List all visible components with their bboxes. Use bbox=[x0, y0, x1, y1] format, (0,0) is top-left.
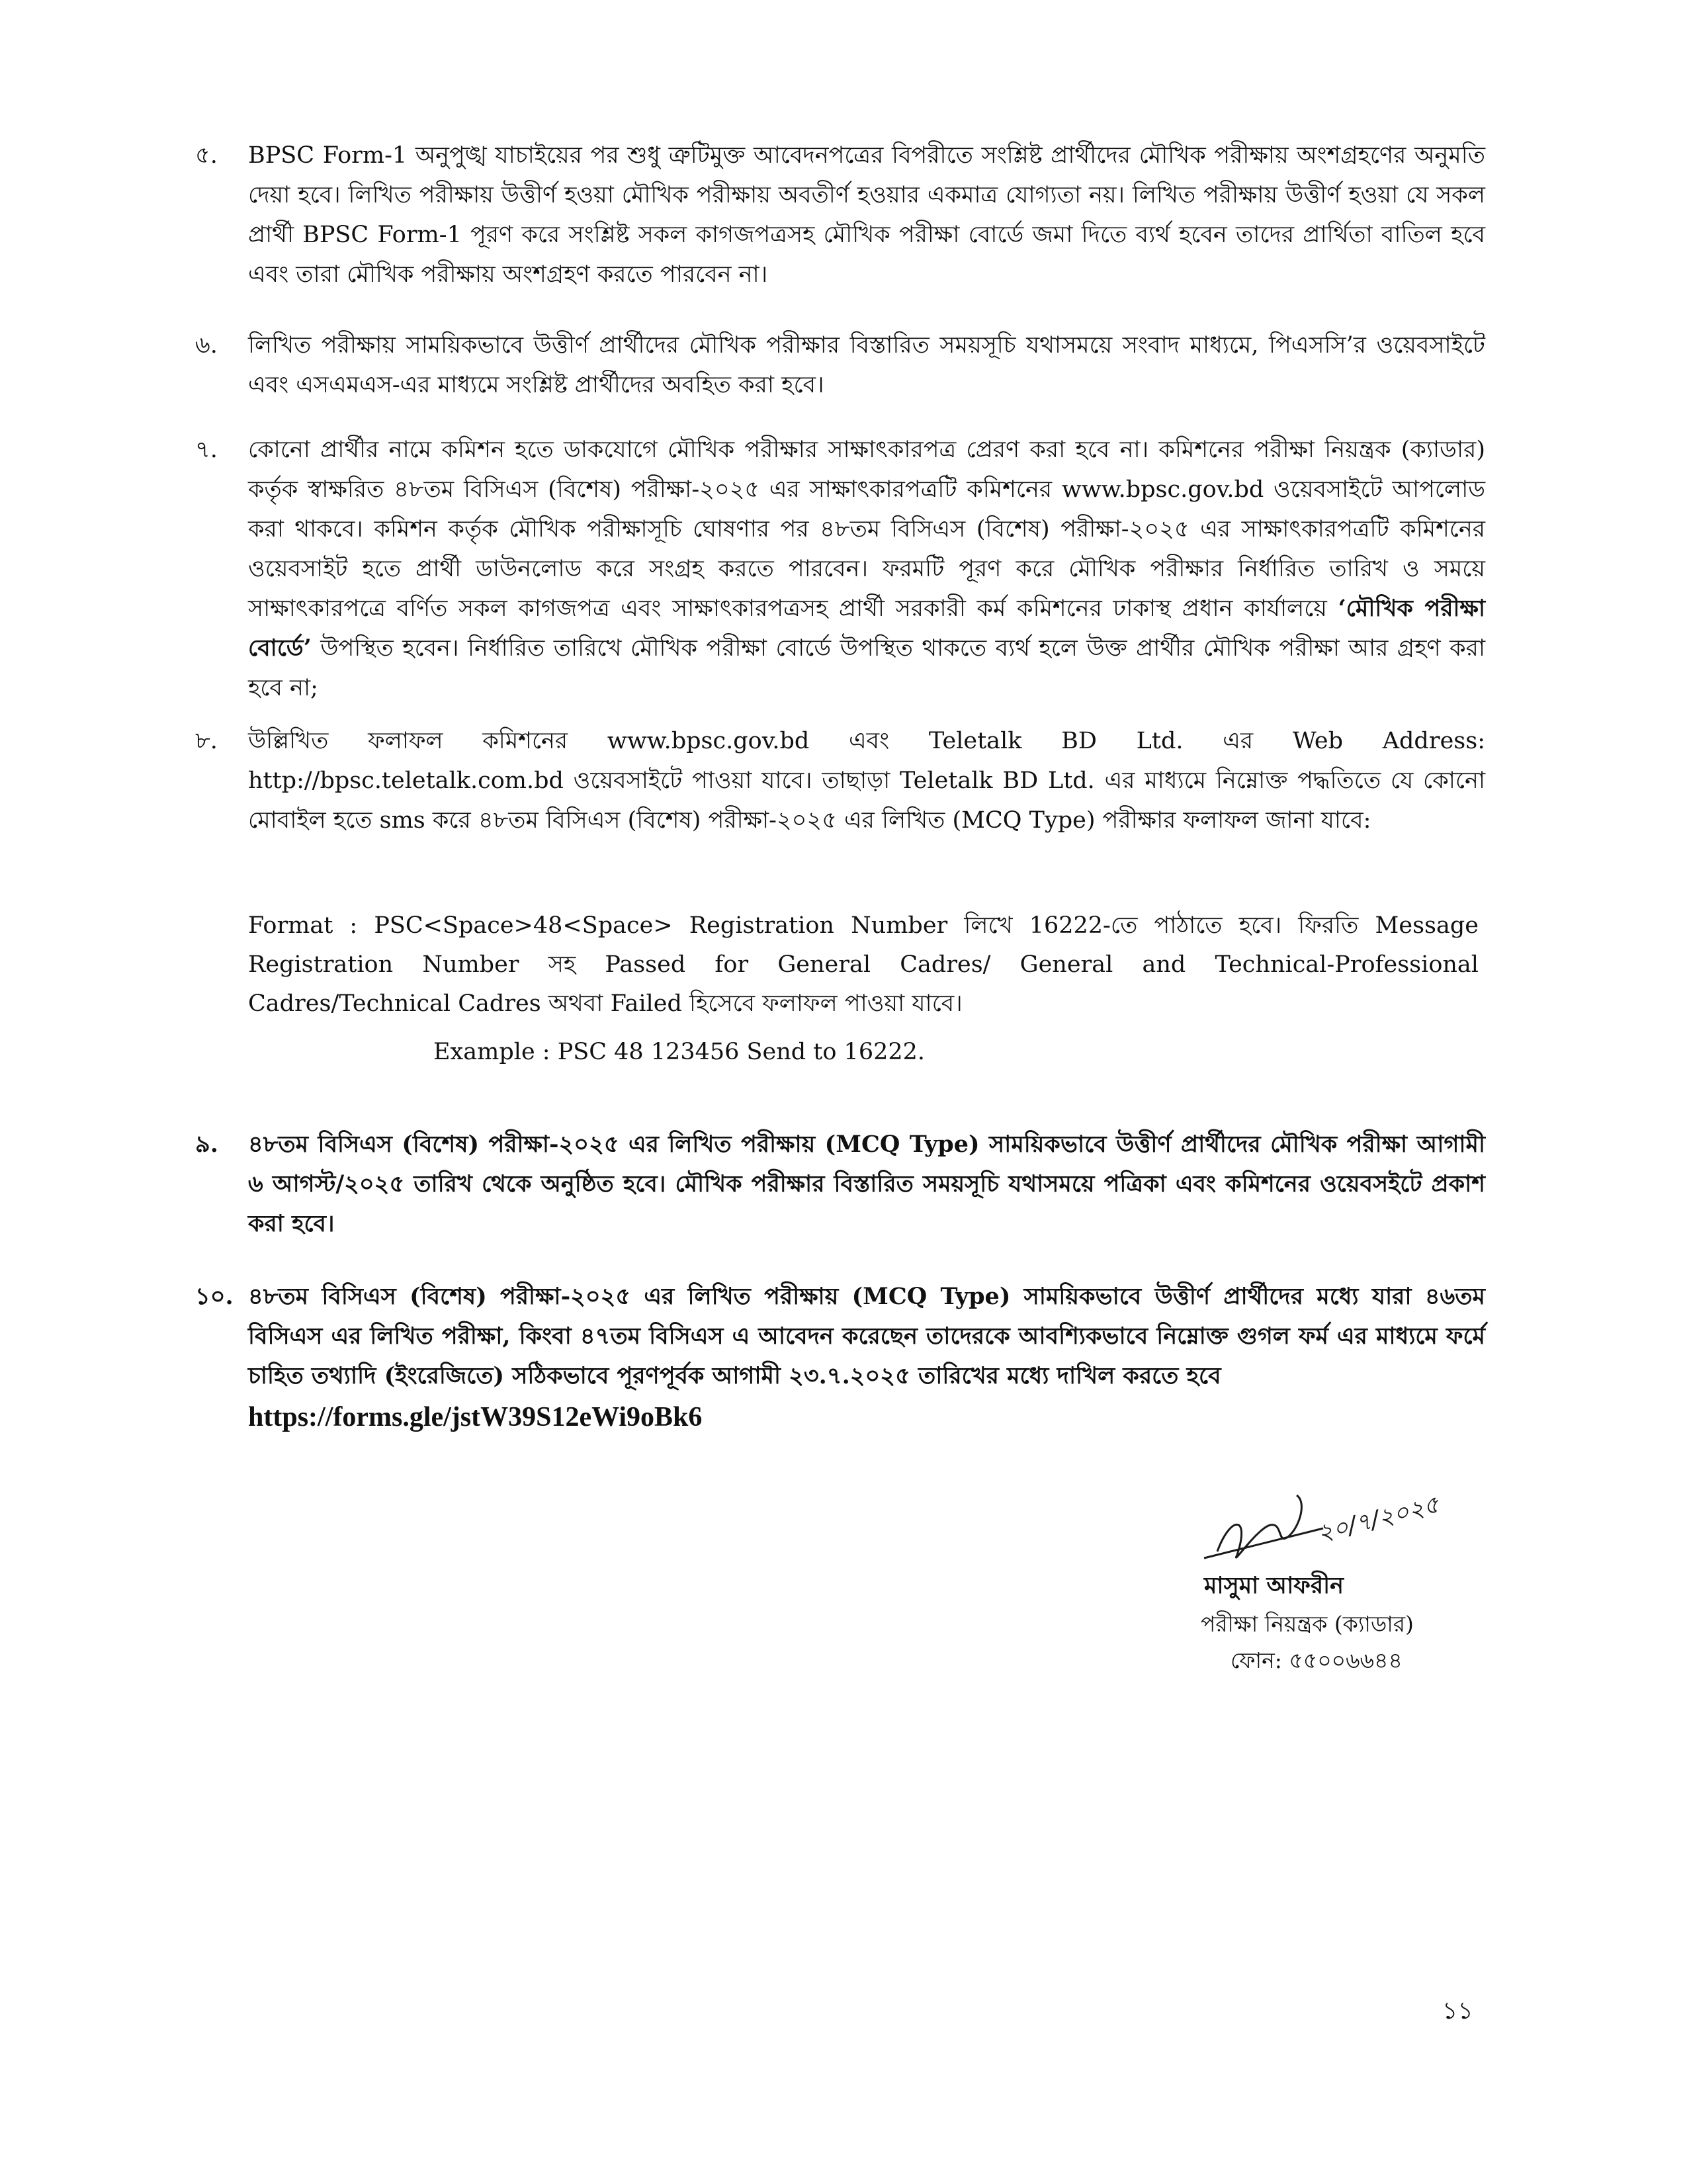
item-number: ৭. bbox=[195, 437, 218, 463]
page-number: ১১ bbox=[1442, 1997, 1473, 2025]
item-text bbox=[248, 430, 1485, 708]
item-text-block bbox=[248, 1277, 1485, 1438]
item-8 bbox=[195, 721, 1485, 840]
item-10 bbox=[195, 1277, 1485, 1438]
item-text: ৪৮তম বিসিএস (বিশেষ) পরীক্ষা-২০২৫ এর লিখিত পরীক্ষায় (MCQ Type) সাময়িকভাবে উত্তীর্ণ প্রার্থীদের মধ্যে যারা ৪৬তম বিসিএস এর লিখিত পরীক্ষা, কিংবা ৪৭তম বিসিএস এ আবেদন করেছেন তাদেরকে আবশ্যিকভাবে নিম্নোক্ত গুগল ফর্ম এর মাধ্যমে ফর্মে চাহিত তথ্যাদি (ইংরেজিতে) সঠিকভাবে পূরণপূর্বক আগামী ২৩.৭.২০২৫ তারিখের মধ্যে দাখিল করতে হবে bbox=[248, 1283, 1485, 1389]
item-number: ১০. bbox=[195, 1283, 234, 1310]
item-9 bbox=[195, 1125, 1485, 1244]
handwritten-signature bbox=[1191, 1489, 1469, 1575]
item-number: ৯. bbox=[195, 1131, 218, 1158]
signatory-title: পরীক্ষা নিয়ন্ত্রক (ক্যাডার) bbox=[1201, 1611, 1414, 1637]
bold-phrase: ‘মৌখিক পরীক্ষা বোর্ডে’ bbox=[248, 595, 1486, 662]
item-number: ৮. bbox=[195, 728, 218, 754]
item-text: BPSC Form-1 অনুপুঙ্খ যাচাইয়ের পর শুধু ত্রুটিমুক্ত আবেদনপত্রের বিপরীতে সংশ্লিষ্ট প্রার্থীদের মৌখিক পরীক্ষায় অংশগ্রহণের অনুমতি দেয়া হবে। লিখিত পরীক্ষায় উত্তীর্ণ হওয়া মৌখিক পরীক্ষায় অবতীর্ণ হওয়ার একমাত্র যোগ্যতা নয়। লিখিত পরীক্ষায় উত্তীর্ণ হওয়া যে সকল প্রার্থী BPSC Form-1 পূরণ করে সংশ্লিষ্ট সকল কাগজপত্রসহ মৌখিক পরীক্ষা বোর্ডে জমা দিতে ব্যর্থ হবেন তাদের প্রার্থিতা বাতিল হবে এবং তারা মৌখিক পরীক্ষায় অংশগ্রহণ করতে পারবেন না। bbox=[248, 142, 1485, 288]
sms-example-text: Example : PSC 48 123456 Send to 16222. bbox=[433, 1039, 926, 1065]
sms-format-text: Format : PSC<Space>48<Space> Registration Number লিখে 16222-তে পাঠাতে হবে। ফিরতি Message Registration Number সহ Passed for General Cadres/ General and Technical-Professional Cadres/Technical Cadres অথবা Failed হিসেবে ফলাফল পাওয়া যাবে। bbox=[248, 912, 1479, 1017]
item-text: ৪৮তম বিসিএস (বিশেষ) পরীক্ষা-২০২৫ এর লিখিত পরীক্ষায় (MCQ Type) সাময়িকভাবে উত্তীর্ণ প্রার্থীদের মৌখিক পরীক্ষা আগামী ৬ আগস্ট/২০২৫ তারিখ থেকে অনুষ্ঠিত হবে। মৌখিক পরীক্ষার বিস্তারিত সময়সূচি যথাসময়ে পত্রিকা এবং কমিশনের ওয়েবসইটে প্রকাশ করা হবে। bbox=[248, 1131, 1485, 1237]
signatory-phone: ফোন: ৫৫০০৬৬৪৪ bbox=[1231, 1647, 1403, 1673]
item-number: ৫. bbox=[195, 142, 218, 169]
google-form-link[interactable]: https://forms.gle/jstW39S12eWi9oBk6 bbox=[248, 1402, 703, 1432]
item-text-part: উপস্থিত হবেন। নির্ধারিত তারিখে মৌখিক পরীক্ষা বোর্ডে উপস্থিত থাকতে ব্যর্থ হলে উক্ত প্রার্থীর মৌখিক পরীক্ষা আর গ্রহণ করা হবে না; bbox=[248, 635, 1485, 701]
item-6 bbox=[195, 326, 1485, 405]
item-text: উল্লিখিত ফলাফল কমিশনের www.bpsc.gov.bd এবং Teletalk BD Ltd. এর Web Address: http://bpsc.teletalk.com.bd ওয়েবসাইটে পাওয়া যাবে। তাছাড়া Teletalk BD Ltd. এর মাধ্যমে নিম্নোক্ত পদ্ধতিতে যে কোনো মোবাইল হতে sms করে ৪৮তম বিসিএস (বিশেষ) পরীক্ষা-২০২৫ এর লিখিত (MCQ Type) পরীক্ষার ফলাফল জানা যাবে: bbox=[248, 728, 1485, 834]
item-number: ৬. bbox=[195, 332, 218, 359]
item-text: লিখিত পরীক্ষায় সাময়িকভাবে উত্তীর্ণ প্রার্থীদের মৌখিক পরীক্ষার বিস্তারিত সময়সূচি যথাসময়ে সংবাদ মাধ্যমে, পিএসসি’র ওয়েবসাইটে এবং এসএমএস-এর মাধ্যমে সংশ্লিষ্ট প্রার্থীদের অবহিত করা হবে। bbox=[248, 332, 1485, 398]
signature-date: ২০/৭/২০২৫ bbox=[1315, 1491, 1442, 1548]
item-5 bbox=[195, 136, 1485, 294]
item-7 bbox=[195, 430, 1485, 708]
signatory-name: মাসুমা আফরীন bbox=[1204, 1572, 1344, 1599]
item-text-part: কোনো প্রার্থীর নামে কমিশন হতে ডাকযোগে মৌখিক পরীক্ষার সাক্ষাৎকারপত্র প্রেরণ করা হবে না। কমিশনের পরীক্ষা নিয়ন্ত্রক (ক্যাডার) কর্তৃক স্বাক্ষরিত ৪৮তম বিসিএস (বিশেষ) পরীক্ষা-২০২৫ এর সাক্ষাৎকারপত্রটি কমিশনের www.bpsc.gov.bd ওয়েবসাইটে আপলোড করা থাকবে। কমিশন কর্তৃক মৌখিক পরীক্ষাসূচি ঘোষণার পর ৪৮তম বিসিএস (বিশেষ) পরীক্ষা-২০২৫ এর সাক্ষাৎকারপত্রটি কমিশনের ওয়েবসাইট হতে প্রার্থী ডাউনলোড করে সংগ্রহ করতে পারবেন। ফরমটি পূরণ করে মৌখিক পরীক্ষার নির্ধারিত তারিখ ও সময়ে সাক্ষাৎকারপত্রে বর্ণিত সকল কাগজপত্র এবং সাক্ষাৎকারপত্রসহ প্রার্থী সরকারী কর্ম কমিশনের ঢাকাস্থ প্রধান কার্যালয়ে bbox=[248, 437, 1485, 622]
